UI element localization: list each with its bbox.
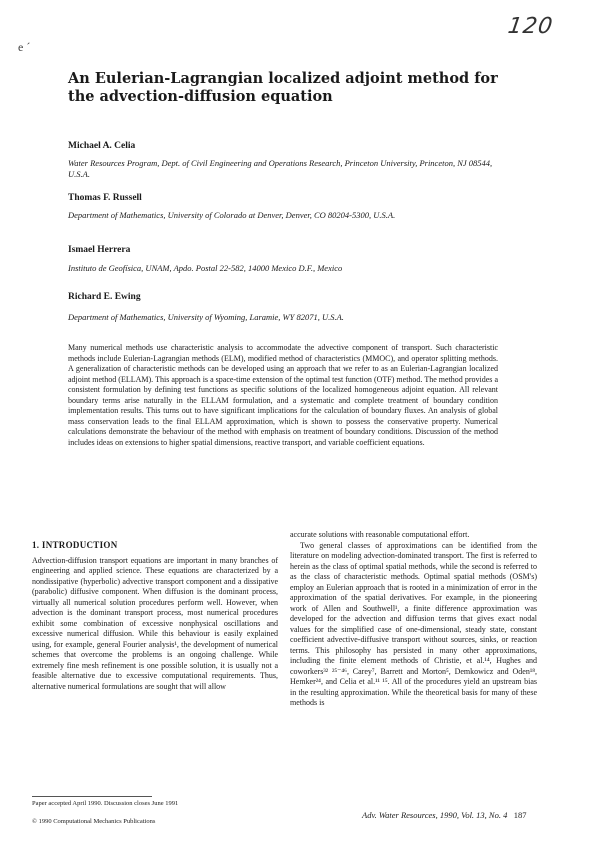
author-name-2: Thomas F. Russell	[68, 193, 142, 203]
author-affiliation-2: Department of Mathematics, University of Colorado at Denver, Denver, CO 80204-5300, U.S.A.	[68, 210, 396, 220]
author-affiliation-3: Instituto de Geofísica, UNAM, Apdo. Postal 22-582, 14000 Mexico D.F., Mexico	[68, 263, 343, 273]
corner-pen-mark: e ˊ	[18, 40, 31, 54]
paper-title: An Eulerian-Lagrangian localized adjoint method for the advection-diffusion equation	[68, 70, 498, 105]
column-right	[290, 530, 537, 709]
handwritten-page-number: 120	[506, 14, 555, 39]
intro-paragraph-continued: accurate solutions with reasonable computational effort.	[290, 530, 470, 539]
page-number: 187	[513, 810, 527, 820]
intro-paragraph-2: Two general classes of approximations can be identified from the literature on modeling advection-dominated transport. The first is referred to herein as the class of optimal spatial methods, while the second is referred to as the class of characteristic methods. Optimal spatial methods (OSM's) employ an Eulerian approach that is rooted in a minimization of error in the approximation of the spatial derivatives. For example, in the pioneering work of Allen and Southwell¹, a finite difference approximation was developed for the advection and diffusion terms that gives exact nodal values for the simplified case of one-dimensional, steady state, constant coefficient advective-diffusive transport without sources, sinks, or reaction terms. This philosophy has persisted in many other approximations, including the finite element methods of Christie, et al.¹⁴, Hughes and coworkers³² ²⁵⁻⁴⁶, Carey⁷, Barrett and Morton⁵, Demkowicz and Oden¹⁸, Hemker²⁴, and Celia et al.¹¹ ¹⁵. All of the procedures yield an upstream bias in the resulting approximation. While the theoretical basis for many of these methods is	[290, 540, 537, 707]
author-name-3: Ismael Herrera	[68, 245, 131, 255]
author-affiliation-4: Department of Mathematics, University of Wyoming, Laramie, WY 82071, U.S.A.	[68, 312, 344, 322]
section-title: 1. INTRODUCTION	[32, 540, 118, 550]
journal-reference	[362, 810, 526, 820]
footnote-received: Paper accepted April 1990. Discussion closes June 1991	[32, 800, 179, 807]
author-name-1: Michael A. Celia	[68, 141, 136, 151]
abstract: Many numerical methods use characteristic analysis to accommodate the advective component of transport. Such characteristic methods include Eulerian-Lagrangian methods (ELM), modified method of characteristics (MMOC), and operator splitting methods. A generalization of characteristic methods can be developed using an approach that we refer to as an Eulerian-Lagrangian localized adjoint method (ELLAM). This approach is a space-time extension of the optimal test function (OTF) method. The method provides a consistent formulation by defining test functions as specific solutions of the localized homogeneous adjoint equation. All relevant boundary terms arise naturally in the ELLAM formulation, and a systematic and complete treatment of boundary condition implementation results. This turns out to have significant implications for the calculation of boundary fluxes. An analysis of global mass conservation leads to the final ELLAM approximation, which is shown to possess the conservative property. Numerical calculations demonstrate the behaviour of the method with emphasis on treatment of boundary conditions. Discussion of the method includes ideas on extensions to higher spatial dimensions, reactive transport, and variable coefficient equations.	[68, 343, 498, 447]
author-affiliation-1: Water Resources Program, Dept. of Civil Engineering and Operations Research, Princeton University, Princeton, NJ 08544, U.S.A.	[68, 158, 493, 179]
footnote-rule	[32, 796, 152, 797]
author-name-4: Richard E. Ewing	[68, 292, 141, 302]
journal-citation: Adv. Water Resources, 1990, Vol. 13, No. 4	[362, 810, 508, 820]
column-left	[32, 540, 278, 692]
footnote-copyright: © 1990 Computational Mechanics Publications	[32, 818, 156, 825]
intro-paragraph-1: Advection-diffusion transport equations are important in many branches of engineering and applied science. These equations are characterized by a nondissipative (hyperbolic) advective transport component and a dissipative (parabolic) diffusive component. When diffusion is the dominant process, virtually all numerical solution procedures perform well. However, when advection is the dominant transport process, most numerical procedures exhibit some combination of excessive nonphysical oscillations and excessive numerical diffusion. While this behaviour is easily explained using, for example, general Fourier analysis¹, the development of numerical schemes that overcome the problems is an ongoing challenge. While extremely fine mesh refinement is one possible solution, it is usually not a feasible alternative due to excessive computational requirements. Thus, alternative numerical formulations are sought that will allow	[32, 555, 278, 691]
